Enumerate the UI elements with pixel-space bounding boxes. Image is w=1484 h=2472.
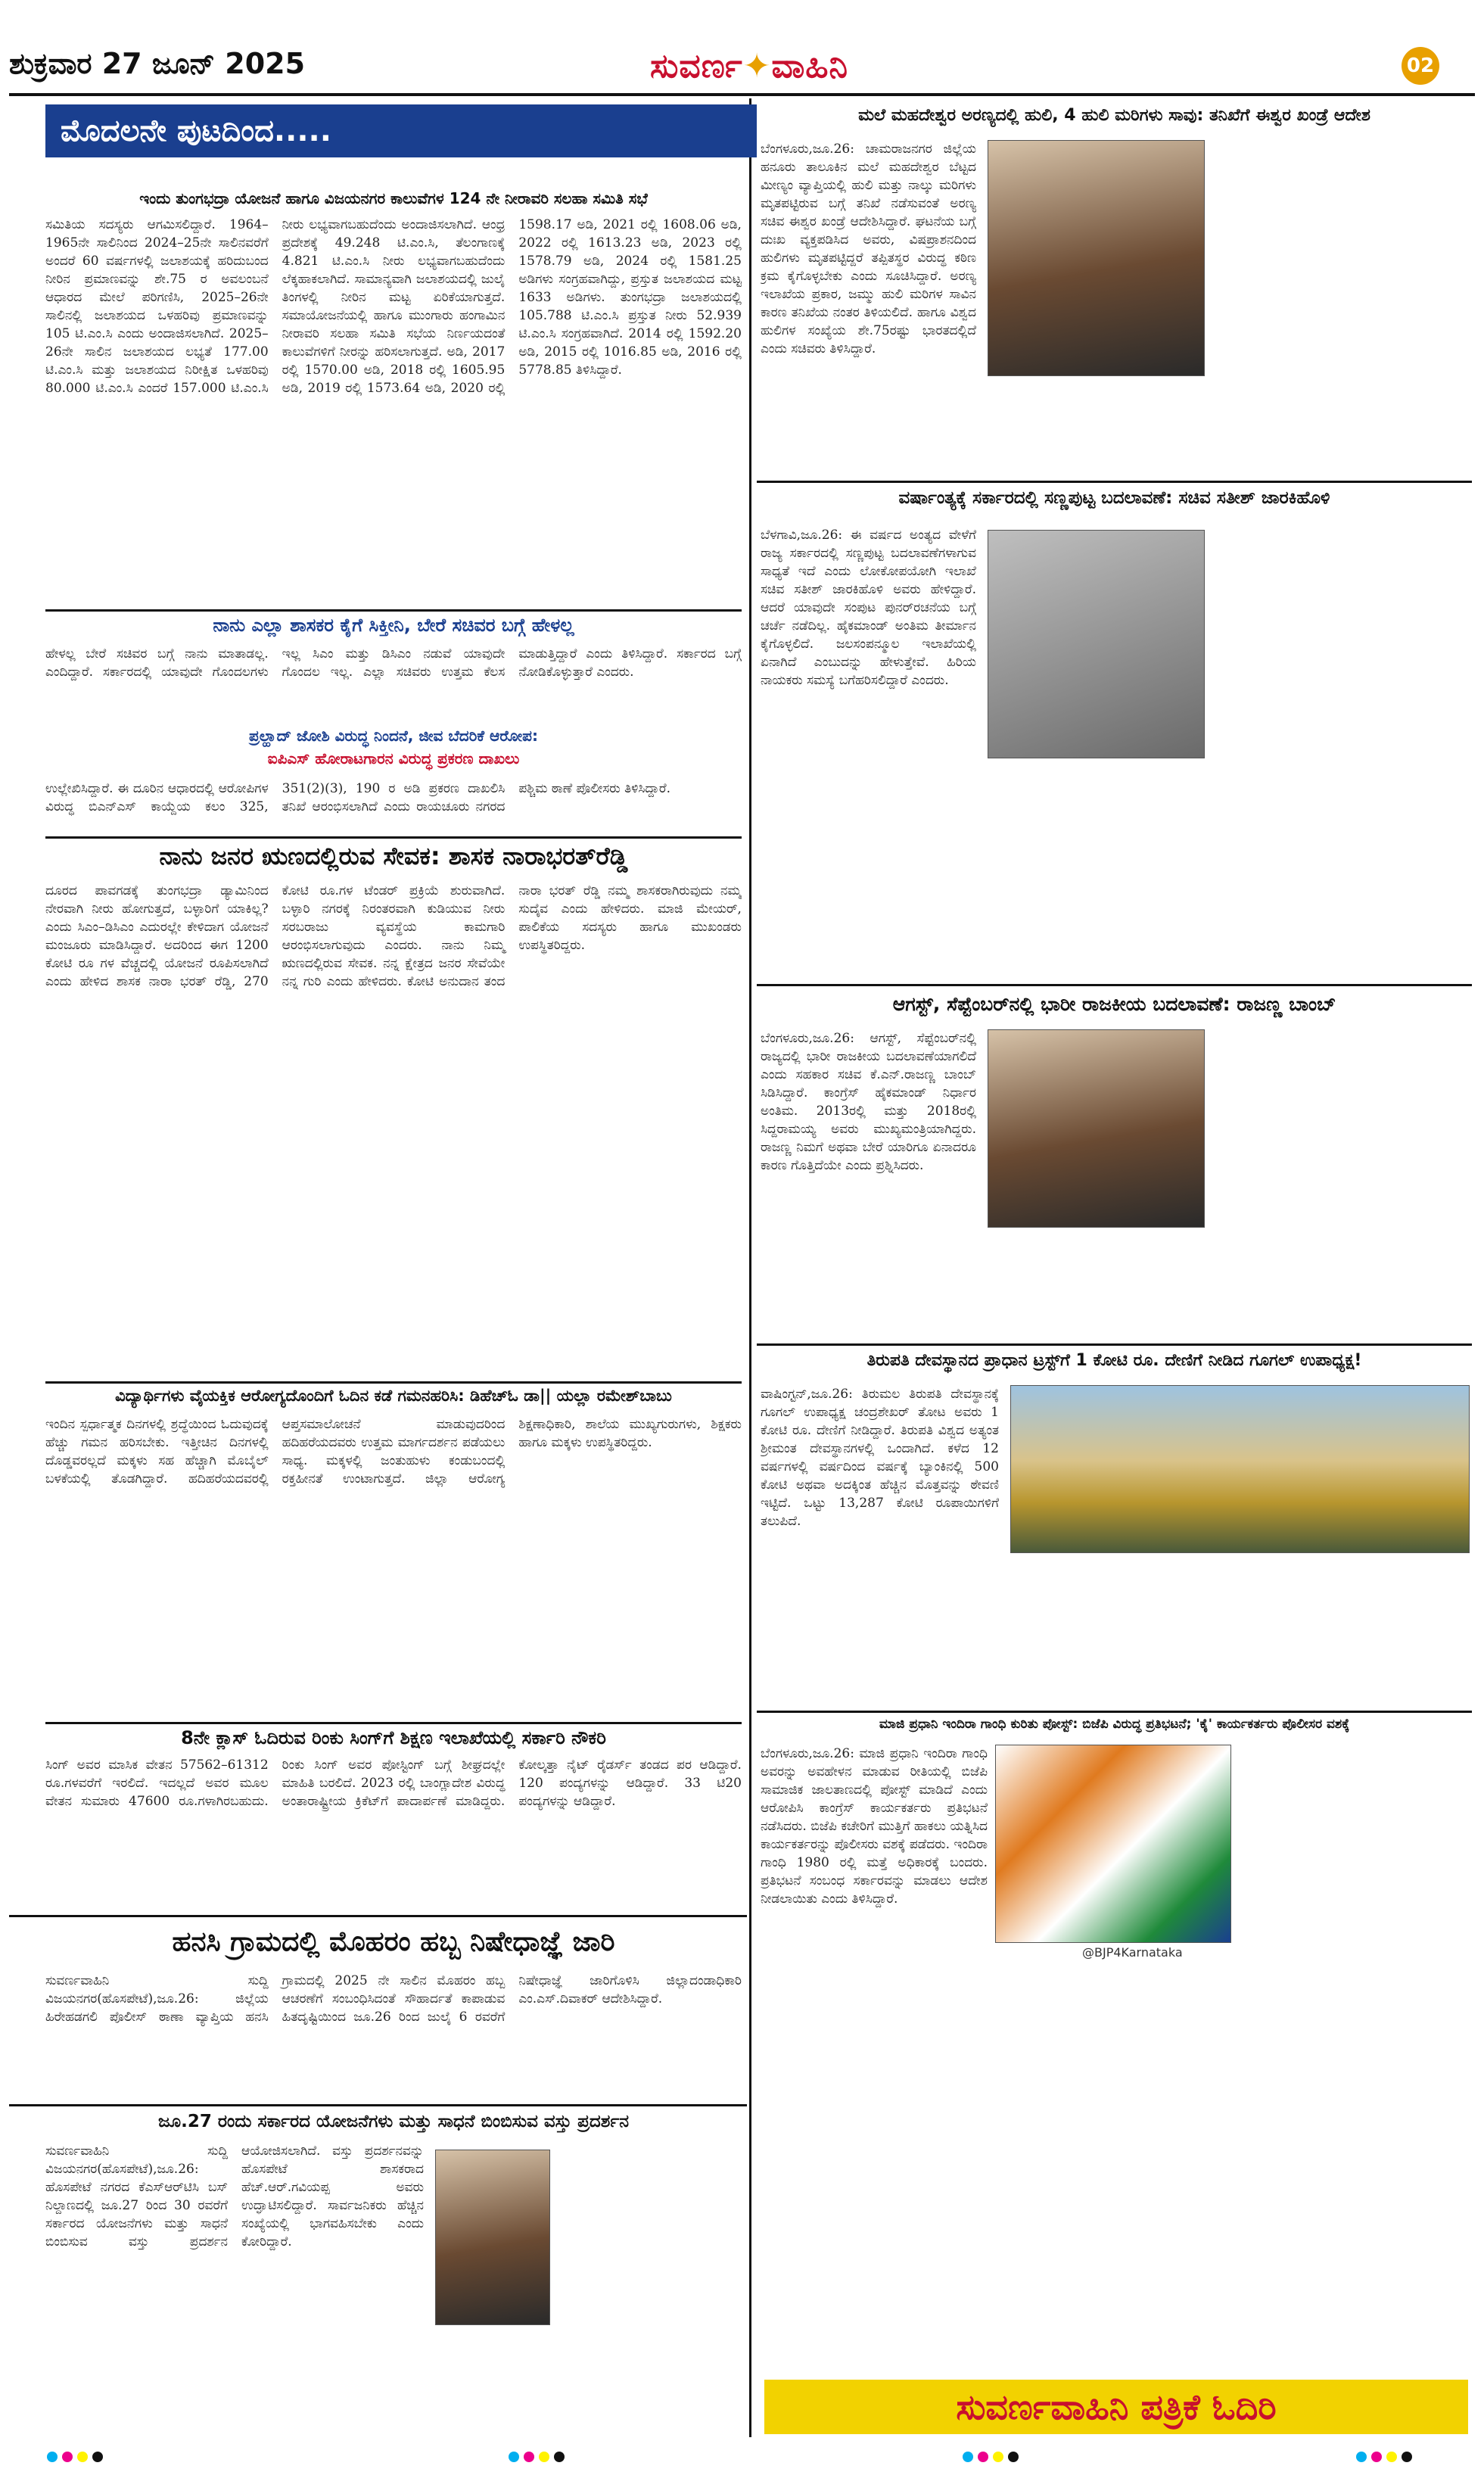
story-headline: ವಿದ್ಯಾರ್ಥಿಗಳು ವೈಯಕ್ತಿಕ ಆರೋಗ್ಯದೊಂದಿಗೆ ಓದಿನ ಕಡೆ ಗಮನಹರಿಸಿ: ಡಿಹೆಚ್‌ಓ ಡಾ|| ಯಲ್ಲಾ ರಮೇಶ್‌ಬಾಬು: [115, 1387, 672, 1405]
front-page-continued-banner: ಮೊದಲನೇ ಪುಟದಿಂದ.....: [45, 104, 757, 157]
story-divider: [9, 1915, 747, 1917]
minister-satish-jarkiholi-photo: [988, 530, 1205, 758]
story-body: ಬೆಳಗಾವಿ,ಜೂ.26: ಈ ವರ್ಷದ ಅಂತ್ಯದ ವೇಳೆಗೆ ರಾಜ್ಯ ಸರ್ಕಾರದಲ್ಲಿ ಸಣ್ಣಪುಟ್ಟ ಬದಲಾವಣೆಗಳಾಗುವ ಸಾಧ್ಯತೆ ಇದೆ ಎಂದು ಲೋಕೋಪಯೋಗಿ ಇಲಾಖೆ ಸಚಿವ ಸತೀಶ್ ಜಾರಕಿಹೊಳಿ ಅವರು ಹೇಳಿದ್ದಾರೆ. ಆದರೆ ಯಾವುದೇ ಸಂಪುಟ ಪುನರ್‌ರಚನೆಯ ಬಗ್ಗೆ ಚರ್ಚೆ ನಡೆದಿಲ್ಲ. ಹೈಕಮಾಂಡ್ ಅಂತಿಮ ತೀರ್ಮಾನ ಕೈಗೊಳ್ಳಲಿದೆ. ಜಲಸಂಪನ್ಮೂಲ ಇಲಾಖೆಯಲ್ಲಿ ಏನಾಗಿದೆ ಎಂಬುದನ್ನು ಹೇಳುತ್ತೇವೆ. ಹಿರಿಯ ನಾಯಕರು ಸಮಸ್ಯೆ ಬಗೆಹರಿಸಲಿದ್ದಾರೆ ಎಂದರು.: [761, 528, 976, 688]
masthead-emblem-icon: ✦: [742, 47, 772, 86]
column-divider: [749, 98, 751, 2437]
story-body: ಸಿಂಗ್ ಅವರ ಮಾಸಿಕ ವೇತನ 57562–61312 ರೂ.ಗಳವರೆಗೆ ಇರಲಿದೆ. ಇದಲ್ಲದೆ ಅವರ ಮೂಲ ವೇತನ ಸುಮಾರು 47600 ರೂ.ಗಳಾಗಿರಬಹುದು. ರಿಂಕು ಸಿಂಗ್ ಅವರ ಪೋಸ್ಟಿಂಗ್ ಬಗ್ಗೆ ಶೀಘ್ರದಲ್ಲೇ ಮಾಹಿತಿ ಬರಲಿದೆ. 2023 ರಲ್ಲಿ ಬಾಂಗ್ಲಾದೇಶ ವಿರುದ್ಧ ಅಂತಾರಾಷ್ಟ್ರೀಯ ಕ್ರಿಕೆಟ್‌ಗೆ ಪಾದಾರ್ಪಣೆ ಮಾಡಿದ್ದರು. ಕೋಲ್ಕತ್ತಾ ನೈಟ್ ರೈಡರ್ಸ್ ತಂಡದ ಪರ ಆಡಿದ್ದಾರೆ. 120 ಪಂದ್ಯಗಳನ್ನು ಆಡಿದ್ದಾರೆ. 33 ಟಿ20 ಪಂದ್ಯಗಳನ್ನು ಆಡಿದ್ದಾರೆ.: [45, 1757, 742, 1809]
minister-eshwar-khandre-photo: [988, 140, 1205, 376]
story-body: ದೂರದ ಪಾವಗಡಕ್ಕೆ ತುಂಗಭದ್ರಾ ಡ್ಯಾಮಿನಿಂದ ನೇರವಾಗಿ ನೀರು ಹೋಗುತ್ತದೆ, ಬಳ್ಳಾರಿಗೆ ಯಾಕಿಲ್ಲ? ಎಂದು ಸಿಎಂ–ಡಿಸಿಎಂ ಎದುರಲ್ಲೇ ಕೇಳಿದಾಗ ಯೋಜನೆ ಮಂಜೂರು ಮಾಡಿಸಿದ್ದಾರೆ. ಅದರಿಂದ ಈಗ 1200 ಕೋಟಿ ರೂ ಗಳ ವೆಚ್ಚದಲ್ಲಿ ಯೋಜನೆ ರೂಪಿಸಲಾಗಿದೆ ಎಂದು ಹೇಳಿದ ಶಾಸಕ ನಾರಾ ಭರತ್ ರೆಡ್ಡಿ, 270 ಕೋಟಿ ರೂ.ಗಳ ಟೆಂಡರ್ ಪ್ರಕ್ರಿಯೆ ಶುರುವಾಗಿದೆ. ಬಳ್ಳಾರಿ ನಗರಕ್ಕೆ ನಿರಂತರವಾಗಿ ಕುಡಿಯುವ ನೀರು ಸರಬರಾಜು ವ್ಯವಸ್ಥೆಯ ಕಾಮಗಾರಿ ಆರಂಭಿಸಲಾಗುವುದು ಎಂದರು. ನಾನು ನಿಮ್ಮ ಋಣದಲ್ಲಿರುವ ಸೇವಕ. ನನ್ನ ಕ್ಷೇತ್ರದ ಜನರ ಸೇವೆಯೇ ನನ್ನ ಗುರಿ ಎಂದು ಹೇಳಿದರು. ಕೋಟಿ ಅನುದಾನ ತಂದ ನಾರಾ ಭರತ್ ರೆಡ್ಡಿ ನಮ್ಮ ಶಾಸಕರಾಗಿರುವುದು ನಮ್ಮ ಸುದೈವ ಎಂದು ಹೇಳಿದರು. ಮಾಜಿ ಮೇಯರ್, ಪಾಲಿಕೆಯ ಸದಸ್ಯರು ಹಾಗೂ ಮುಖಂಡರು ಉಪಸ್ಥಿತರಿದ್ದರು.: [45, 883, 742, 989]
masthead-logo: [575, 47, 923, 86]
story-divider: [757, 1343, 1472, 1346]
story-divider: [757, 1711, 1472, 1713]
masthead-part1: ಸುವರ್ಣ: [650, 47, 743, 86]
story-body: ಹೇಳಲ್ಲ ಬೇರೆ ಸಚಿವರ ಬಗ್ಗೆ ನಾನು ಮಾತಾಡಲ್ಲ. ಎಂದಿದ್ದಾರೆ. ಸರ್ಕಾರದಲ್ಲಿ ಯಾವುದೇ ಗೊಂದಲಗಳು ಇಲ್ಲ ಸಿಎಂ ಮತ್ತು ಡಿಸಿಎಂ ನಡುವೆ ಯಾವುದೇ ಗೊಂದಲ ಇಲ್ಲ. ಎಲ್ಲಾ ಸಚಿವರು ಉತ್ತಮ ಕೆಲಸ ಮಾಡುತ್ತಿದ್ದಾರೆ ಎಂದು ತಿಳಿಸಿದ್ದಾರೆ. ಸರ್ಕಾರದ ಬಗ್ಗೆ ನೋಡಿಕೊಳ್ಳುತ್ತಾರೆ ಎಂದರು.: [45, 646, 742, 680]
story-subheadline: ಐಪಿಎಸ್ ಹೋರಾಟಗಾರನ ವಿರುದ್ಧ ಪ್ರಕರಣ ದಾಖಲು: [267, 749, 520, 767]
story-body: ಇಂದಿನ ಸ್ಪರ್ಧಾತ್ಮಕ ದಿನಗಳಲ್ಲಿ ಶ್ರದ್ಧೆಯಿಂದ ಓದುವುದಕ್ಕೆ ಹೆಚ್ಚು ಗಮನ ಹರಿಸಬೇಕು. ಇತ್ತೀಚಿನ ದಿನಗಳಲ್ಲಿ ದೊಡ್ಡವರಲ್ಲದೆ ಮಕ್ಕಳು ಸಹ ಹೆಚ್ಚಾಗಿ ಮೊಬೈಲ್ ಬಳಕೆಯಲ್ಲಿ ತೊಡಗಿದ್ದಾರೆ. ಹದಿಹರೆಯದವರಲ್ಲಿ ಆಪ್ತಸಮಾಲೋಚನೆ ಮಾಡುವುದರಿಂದ ಹದಿಹರೆಯದವರು ಉತ್ತಮ ಮಾರ್ಗದರ್ಶನ ಪಡೆಯಲು ಸಾಧ್ಯ. ಮಕ್ಕಳಲ್ಲಿ ಜಂತುಹುಳು ಕಂಡುಬಂದಲ್ಲಿ ರಕ್ತಹೀನತೆ ಉಂಟಾಗುತ್ತದೆ. ಜಿಲ್ಲಾ ಆರೋಗ್ಯ ಶಿಕ್ಷಣಾಧಿಕಾರಿ, ಶಾಲೆಯ ಮುಖ್ಯಗುರುಗಳು, ಶಿಕ್ಷಕರು ಹಾಗೂ ಮಕ್ಕಳು ಉಪಸ್ಥಿತರಿದ್ದರು.: [45, 1417, 742, 1487]
story-divider: [9, 2104, 747, 2106]
story-body: ಸಮಿತಿಯ ಸದಸ್ಯರು ಆಗಮಿಸಲಿದ್ದಾರೆ. 1964–1965ನೇ ಸಾಲಿನಿಂದ 2024–25ನೇ ಸಾಲಿನವರೆಗೆ ಅಂದರೆ 60 ವರ್ಷಗಳಲ್ಲಿ ಜಲಾಶಯಕ್ಕೆ ಹರಿದುಬಂದ ನೀರಿನ ಪ್ರಮಾಣವನ್ನು ಶೇ.75 ರ ಅವಲಂಬನೆ ಆಧಾರದ ಮೇಲೆ ಪರಿಗಣಿಸಿ, 2025–26ನೇ ಸಾಲಿನಲ್ಲಿ ಜಲಾಶಯದ ಒಳಹರಿವು ಪ್ರಮಾಣವನ್ನು 105 ಟಿ.ಎಂ.ಸಿ ಎಂದು ಅಂದಾಜಿಸಲಾಗಿದೆ. 2025–26ನೇ ಸಾಲಿನ ಜಲಾಶಯದ ಲಭ್ಯತೆ 177.00 ಟಿ.ಎಂ.ಸಿ ಮತ್ತು ಜಲಾಶಯದ ನಿರೀಕ್ಷಿತ ಒಳಹರಿವು 80.000 ಟಿ.ಎಂ.ಸಿ ಎಂದರೆ 157.000 ಟಿ.ಎಂ.ಸಿ ನೀರು ಲಭ್ಯವಾಗಬಹುದೆಂದು ಅಂದಾಜಿಸಲಾಗಿದೆ. ಆಂಧ್ರ ಪ್ರದೇಶಕ್ಕೆ 49.248 ಟಿ.ಎಂ.ಸಿ, ತೆಲಂಗಾಣಕ್ಕೆ 4.821 ಟಿ.ಎಂ.ಸಿ ನೀರು ಲಭ್ಯವಾಗಬಹುದೆಂದು ಲೆಕ್ಕಹಾಕಲಾಗಿದೆ. ಸಾಮಾನ್ಯವಾಗಿ ಜಲಾಶಯದಲ್ಲಿ ಜುಲೈ ತಿಂಗಳಲ್ಲಿ ನೀರಿನ ಮಟ್ಟ ಏರಿಕೆಯಾಗುತ್ತದೆ. ಸಮಾಯೋಜನೆಯಲ್ಲಿ ಹಾಗೂ ಮುಂಗಾರು ಹಂಗಾಮಿನ ನೀರಾವರಿ ಸಲಹಾ ಸಮಿತಿ ಸಭೆಯ ನಿರ್ಣಯದಂತೆ ಕಾಲುವೆಗಳಿಗೆ ನೀರನ್ನು ಹರಿಸಲಾಗುತ್ತದೆ. ಅಡಿ, 2017 ರಲ್ಲಿ 1570.00 ಅಡಿ, 2018 ರಲ್ಲಿ 1605.95 ಅಡಿ, 2019 ರಲ್ಲಿ 1573.64 ಅಡಿ, 2020 ರಲ್ಲಿ 1598.17 ಅಡಿ, 2021 ರಲ್ಲಿ 1608.06 ಅಡಿ, 2022 ರಲ್ಲಿ 1613.23 ಅಡಿ, 2023 ರಲ್ಲಿ 1578.79 ಅಡಿ, 2024 ರಲ್ಲಿ 1581.25 ಅಡಿಗಳು ಸಂಗ್ರಹವಾಗಿದ್ದು, ಪ್ರಸ್ತುತ ಜಲಾಶಯದ ಮಟ್ಟ 1633 ಅಡಿಗಳು. ತುಂಗಭದ್ರಾ ಜಲಾಶಯದಲ್ಲಿ 105.788 ಟಿ.ಎಂ.ಸಿ ಪ್ರಸ್ತುತ ನೀರು 52.939 ಟಿ.ಎಂ.ಸಿ ಸಂಗ್ರಹವಾಗಿದೆ. 2014 ರಲ್ಲಿ 1592.20 ಅಡಿ, 2015 ರಲ್ಲಿ 1016.85 ಅಡಿ, 2016 ರಲ್ಲಿ 5778.85 ತಿಳಿಸಿದ್ದಾರೆ.: [45, 217, 742, 396]
story-body-continued: [1215, 1029, 1468, 1340]
story-body: ಸುವರ್ಣವಾಹಿನಿ ಸುದ್ದಿ ವಿಜಯನಗರ(ಹೊಸಪೇಟೆ),ಜೂ.26: ಹೊಸಪೇಟೆ ನಗರದ ಕೆಎಸ್‌ಆರ್‌ಟಿಸಿ ಬಸ್ ನಿಲ್ದಾಣದಲ್ಲಿ ಜೂ.27 ರಿಂದ 30 ರವರೆಗೆ ಸರ್ಕಾರದ ಯೋಜನೆಗಳು ಮತ್ತು ಸಾಧನೆ ಬಿಂಬಿಸುವ ವಸ್ತು ಪ್ರದರ್ಶನ ಆಯೋಜಿಸಲಾಗಿದೆ. ವಸ್ತು ಪ್ರದರ್ಶನವನ್ನು ಹೊಸಪೇಟೆ ಶಾಸಕರಾದ ಹೆಚ್.ಆರ್.ಗವಿಯಪ್ಪ ಅವರು ಉದ್ಘಾಟಿಸಲಿದ್ದಾರೆ. ಸಾರ್ವಜನಿಕರು ಹೆಚ್ಚಿನ ಸಂಖ್ಯೆಯಲ್ಲಿ ಭಾಗವಹಿಸಬೇಕು ಎಂದು ಕೋರಿದ್ದಾರೆ.: [45, 2144, 424, 2249]
photo-caption: @BJP4Karnataka: [1082, 1945, 1183, 1960]
story-body: ಉಲ್ಲೇಖಿಸಿದ್ದಾರೆ. ಈ ದೂರಿನ ಆಧಾರದಲ್ಲಿ ಆರೋಪಿಗಳ ವಿರುದ್ಧ ಬಿಎನ್ಎಸ್ ಕಾಯ್ದೆಯ ಕಲಂ 325, 351(2)(3), 190 ರ ಅಡಿ ಪ್ರಕರಣ ದಾಖಲಿಸಿ ತನಿಖೆ ಆರಂಭಿಸಲಾಗಿದೆ ಎಂದು ರಾಯಚೂರು ನಗರದ ಪಶ್ಚಿಮ ಠಾಣೆ ಪೊಲೀಸರು ತಿಳಿಸಿದ್ದಾರೆ.: [45, 781, 671, 814]
story-headline: ಮಾಜಿ ಪ್ರಧಾನಿ ಇಂದಿರಾ ಗಾಂಧಿ ಕುರಿತು ಪೋಸ್ಟ್: ಬಿಜೆಪಿ ವಿರುದ್ಧ ಪ್ರತಿಭಟನೆ; 'ಕೈ' ಕಾರ್ಯಕರ್ತರು ಪೊಲೀಸರ ವಶಕ್ಕೆ: [879, 1717, 1350, 1732]
masthead-part2: ವಾಹಿನಿ: [771, 47, 848, 86]
story-headline: 8ನೇ ಕ್ಲಾಸ್ ಓದಿರುವ ರಿಂಕು ಸಿಂಗ್‌ಗೆ ಶಿಕ್ಷಣ ಇಲಾಖೆಯಲ್ಲಿ ಸರ್ಕಾರಿ ನೌಕರಿ: [181, 1727, 606, 1748]
story-divider: [757, 481, 1472, 483]
minister-rajanna-photo: [988, 1029, 1205, 1228]
story-headline: ಹನಸಿ ಗ್ರಾಮದಲ್ಲಿ ಮೊಹರಂ ಹಬ್ಬ ನಿಷೇಧಾಜ್ಞೆ ಜಾರಿ: [172, 1926, 615, 1957]
story-body-continued: [1215, 140, 1468, 473]
story-divider: [45, 609, 742, 612]
story-divider: [45, 1381, 742, 1384]
story-headline: ವರ್ಷಾಂತ್ಯಕ್ಕೆ ಸರ್ಕಾರದಲ್ಲಿ ಸಣ್ಣಪುಟ್ಟ ಬದಲಾವಣೆ: ಸಚಿವ ಸತೀಶ್ ಜಾರಕಿಹೊಳಿ: [898, 488, 1330, 508]
story-headline: ಪ್ರಲ್ಹಾದ್ ಜೋಶಿ ವಿರುದ್ಧ ನಿಂದನೆ, ಜೀವ ಬೆದರಿಕೆ ಆರೋಪ:: [249, 727, 538, 745]
story-headline: ನಾನು ಎಲ್ಲಾ ಶಾಸಕರ ಕೈಗೆ ಸಿಕ್ತೀನಿ, ಬೇರೆ ಸಚಿವರ ಬಗ್ಗೆ ಹೇಳಲ್ಲ: [213, 615, 574, 636]
print-registration-marks: [9, 2451, 1475, 2466]
story-divider: [45, 1722, 742, 1724]
congress-flags-photo: [995, 1745, 1231, 1943]
story-body-continued: [560, 2142, 742, 2437]
issue-date: ಶುಕ್ರವಾರ 27 ಜೂನ್ 2025: [9, 47, 306, 80]
story-body: ಸುವರ್ಣವಾಹಿನಿ ಸುದ್ದಿ ವಿಜಯನಗರ(ಹೊಸಪೇಟೆ),ಜೂ.26: ಜಿಲ್ಲೆಯ ಹಿರೇಹಡಗಲಿ ಪೊಲೀಸ್ ಠಾಣಾ ವ್ಯಾಪ್ತಿಯ ಹನಸಿ ಗ್ರಾಮದಲ್ಲಿ 2025 ನೇ ಸಾಲಿನ ಮೊಹರಂ ಹಬ್ಬ ಆಚರಣೆಗೆ ಸಂಬಂಧಿಸಿದಂತೆ ಸೌಹಾರ್ದತೆ ಕಾಪಾಡುವ ಹಿತದೃಷ್ಟಿಯಿಂದ ಜೂ.26 ರಿಂದ ಜುಲೈ 6 ರವರೆಗೆ ನಿಷೇಧಾಜ್ಞೆ ಜಾರಿಗೊಳಿಸಿ ಜಿಲ್ಲಾದಂಡಾಧಿಕಾರಿ ಎಂ.ಎಸ್.ದಿವಾಕರ್ ಆದೇಶಿಸಿದ್ದಾರೆ.: [45, 1973, 742, 2025]
story-body: ಬೆಂಗಳೂರು,ಜೂ.26: ಚಾಮರಾಜನಗರ ಜಿಲ್ಲೆಯ ಹನೂರು ತಾಲೂಕಿನ ಮಲೆ ಮಹದೇಶ್ವರ ಬೆಟ್ಟದ ಮೀಣ್ಯಂ ವ್ಯಾಪ್ತಿಯಲ್ಲಿ ಹುಲಿ ಮತ್ತು ನಾಲ್ಕು ಮರಿಗಳು ಮೃತಪಟ್ಟಿರುವ ಬಗ್ಗೆ ತನಿಖೆ ನಡೆಸುವಂತೆ ಅರಣ್ಯ ಸಚಿವ ಈಶ್ವರ ಖಂಡ್ರೆ ಆದೇಶಿಸಿದ್ದಾರೆ. ಘಟನೆಯ ಬಗ್ಗೆ ದುಃಖ ವ್ಯಕ್ತಪಡಿಸಿದ ಅವರು, ವಿಷಪ್ರಾಶನದಿಂದ ಹುಲಿಗಳು ಮೃತಪಟ್ಟಿದ್ದರೆ ತಪ್ಪಿತಸ್ಥರ ವಿರುದ್ಧ ಕಠಿಣ ಕ್ರಮ ಕೈಗೊಳ್ಳಬೇಕು ಎಂದು ಸೂಚಿಸಿದ್ದಾರೆ. ಅರಣ್ಯ ಇಲಾಖೆಯ ಪ್ರಕಾರ, ಜಮ್ಮು ಹುಲಿ ಮರಿಗಳ ಸಾವಿನ ಕಾರಣ ತನಿಖೆಯ ನಂತರ ತಿಳಿಯಲಿದೆ. ಹಾಗೂ ವಿಶ್ವದ ಹುಲಿಗಳ ಸಂಖ್ಯೆಯ ಶೇ.75ರಷ್ಟು ಭಾರತದಲ್ಲಿದೆ ಎಂದು ಸಚಿವರು ತಿಳಿಸಿದ್ದಾರೆ.: [761, 142, 976, 356]
story-body: ಬೆಂಗಳೂರು,ಜೂ.26: ಆಗಸ್ಟ್, ಸೆಪ್ಟೆಂಬರ್‌ನಲ್ಲಿ ರಾಜ್ಯದಲ್ಲಿ ಭಾರೀ ರಾಜಕೀಯ ಬದಲಾವಣೆಯಾಗಲಿದೆ ಎಂದು ಸಹಕಾರ ಸಚಿವ ಕೆ.ಎನ್.ರಾಜಣ್ಣ ಬಾಂಬ್ ಸಿಡಿಸಿದ್ದಾರೆ. ಕಾಂಗ್ರೆಸ್ ಹೈಕಮಾಂಡ್ ನಿರ್ಧಾರ ಅಂತಿಮ. 2013ರಲ್ಲಿ ಮತ್ತು 2018ರಲ್ಲಿ ಸಿದ್ದರಾಮಯ್ಯ ಅವರು ಮುಖ್ಯಮಂತ್ರಿಯಾಗಿದ್ದರು. ರಾಜಣ್ಣ ನಿಮಗೆ ಅಥವಾ ಬೇರೆ ಯಾರಿಗೂ ಏನಾದರೂ ಕಾರಣ ಗೊತ್ತಿದೆಯೇ ಎಂದು ಪ್ರಶ್ನಿಸಿದರು.: [761, 1031, 976, 1173]
story-headline: ನಾನು ಜನರ ಋಣದಲ್ಲಿರುವ ಸೇವಕ: ಶಾಸಕ ನಾರಾಭರತ್‌ರೆಡ್ಡಿ: [159, 842, 628, 870]
tirupati-temple-photo: [1010, 1385, 1470, 1553]
story-body: ವಾಷಿಂಗ್ಟನ್,ಜೂ.26: ತಿರುಮಲ ತಿರುಪತಿ ದೇವಸ್ಥಾನಕ್ಕೆ ಗೂಗಲ್ ಉಪಾಧ್ಯಕ್ಷ ಚಂದ್ರಶೇಖರ್ ತೋಟ ಅವರು 1 ಕೋಟಿ ರೂ. ದೇಣಿಗೆ ನೀಡಿದ್ದಾರೆ. ತಿರುಪತಿ ವಿಶ್ವದ ಅತ್ಯಂತ ಶ್ರೀಮಂತ ದೇವಸ್ಥಾನಗಳಲ್ಲಿ ಒಂದಾಗಿದೆ. ಕಳೆದ 12 ವರ್ಷಗಳಲ್ಲಿ ವರ್ಷದಿಂದ ವರ್ಷಕ್ಕೆ ಬ್ಯಾಂಕಿನಲ್ಲಿ 500 ಕೋಟಿ ಅಥವಾ ಅದಕ್ಕಿಂತ ಹೆಚ್ಚಿನ ಮೊತ್ತವನ್ನು ಠೇವಣಿ ಇಟ್ಟಿದೆ. ಒಟ್ಟು 13,287 ಕೋಟಿ ರೂಪಾಯಿಗಳಿಗೆ ತಲುಪಿದೆ.: [761, 1387, 999, 1529]
story-headline: ಮಲೆ ಮಹದೇಶ್ವರ ಅರಣ್ಯದಲ್ಲಿ ಹುಲಿ, 4 ಹುಲಿ ಮರಿಗಳು ಸಾವು: ತನಿಖೆಗೆ ಈಶ್ವರ ಖಂಡ್ರೆ ಆದೇಶ: [858, 106, 1370, 125]
subscribe-banner: ಸುವರ್ಣವಾಹಿನಿ ಪತ್ರಿಕೆ ಓದಿರಿ: [764, 2380, 1468, 2434]
page-number: 02: [1402, 47, 1439, 85]
story-body-continued: [1010, 1559, 1468, 1703]
story-headline: ಆಗಸ್ಟ್, ಸೆಪ್ಟೆಂಬರ್‌ನಲ್ಲಿ ಭಾರೀ ರಾಜಕೀಯ ಬದಲಾವಣೆ: ರಾಜಣ್ಣ ಬಾಂಬ್: [892, 993, 1336, 1015]
story-body-continued: [1215, 526, 1468, 980]
official-portrait-photo: [435, 2150, 550, 2325]
story-headline: ಇಂದು ತುಂಗಭದ್ರಾ ಯೋಜನೆ ಹಾಗೂ ವಿಜಯನಗರ ಕಾಲುವೆಗಳ 124 ನೇ ನೀರಾವರಿ ಸಲಹಾ ಸಮಿತಿ ಸಭೆ: [139, 189, 648, 207]
story-body: ಬೆಂಗಳೂರು,ಜೂ.26: ಮಾಜಿ ಪ್ರಧಾನಿ ಇಂದಿರಾ ಗಾಂಧಿ ಅವರನ್ನು ಅವಹೇಳನ ಮಾಡುವ ರೀತಿಯಲ್ಲಿ ಬಿಜೆಪಿ ಸಾಮಾಜಿಕ ಜಾಲತಾಣದಲ್ಲಿ ಪೋಸ್ಟ್ ಮಾಡಿದೆ ಎಂದು ಆರೋಪಿಸಿ ಕಾಂಗ್ರೆಸ್ ಕಾರ್ಯಕರ್ತರು ಪ್ರತಿಭಟನೆ ನಡೆಸಿದರು. ಬಿಜೆಪಿ ಕಚೇರಿಗೆ ಮುತ್ತಿಗೆ ಹಾಕಲು ಯತ್ನಿಸಿದ ಕಾರ್ಯಕರ್ತರನ್ನು ಪೊಲೀಸರು ವಶಕ್ಕೆ ಪಡೆದರು. ಇಂದಿರಾ ಗಾಂಧಿ 1980 ರಲ್ಲಿ ಮತ್ತೆ ಅಧಿಕಾರಕ್ಕೆ ಬಂದರು. ಪ್ರತಿಭಟನೆ ಸಂಬಂಧ ಸರ್ಕಾರವನ್ನು ಮಾಡಲು ಆದೇಶ ನೀಡಲಾಯಿತು ಎಂದು ತಿಳಿಸಿದ್ದಾರೆ.: [761, 1746, 988, 1907]
story-divider: [45, 836, 742, 839]
story-body-continued: [1241, 1745, 1468, 2373]
story-headline: ತಿರುಪತಿ ದೇವಸ್ಥಾನದ ಪ್ರಾಧಾನ ಟ್ರಸ್ಟ್‌ಗೆ 1 ಕೋಟಿ ರೂ. ದೇಣಿಗೆ ನೀಡಿದ ಗೂಗಲ್ ಉಪಾಧ್ಯಕ್ಷ!: [866, 1351, 1362, 1370]
story-headline: ಜೂ.27 ರಂದು ಸರ್ಕಾರದ ಯೋಜನೆಗಳು ಮತ್ತು ಸಾಧನೆ ಬಿಂಬಿಸುವ ವಸ್ತು ಪ್ರದರ್ಶನ: [157, 2112, 630, 2131]
header-rule: [9, 93, 1475, 96]
story-divider: [757, 984, 1472, 986]
